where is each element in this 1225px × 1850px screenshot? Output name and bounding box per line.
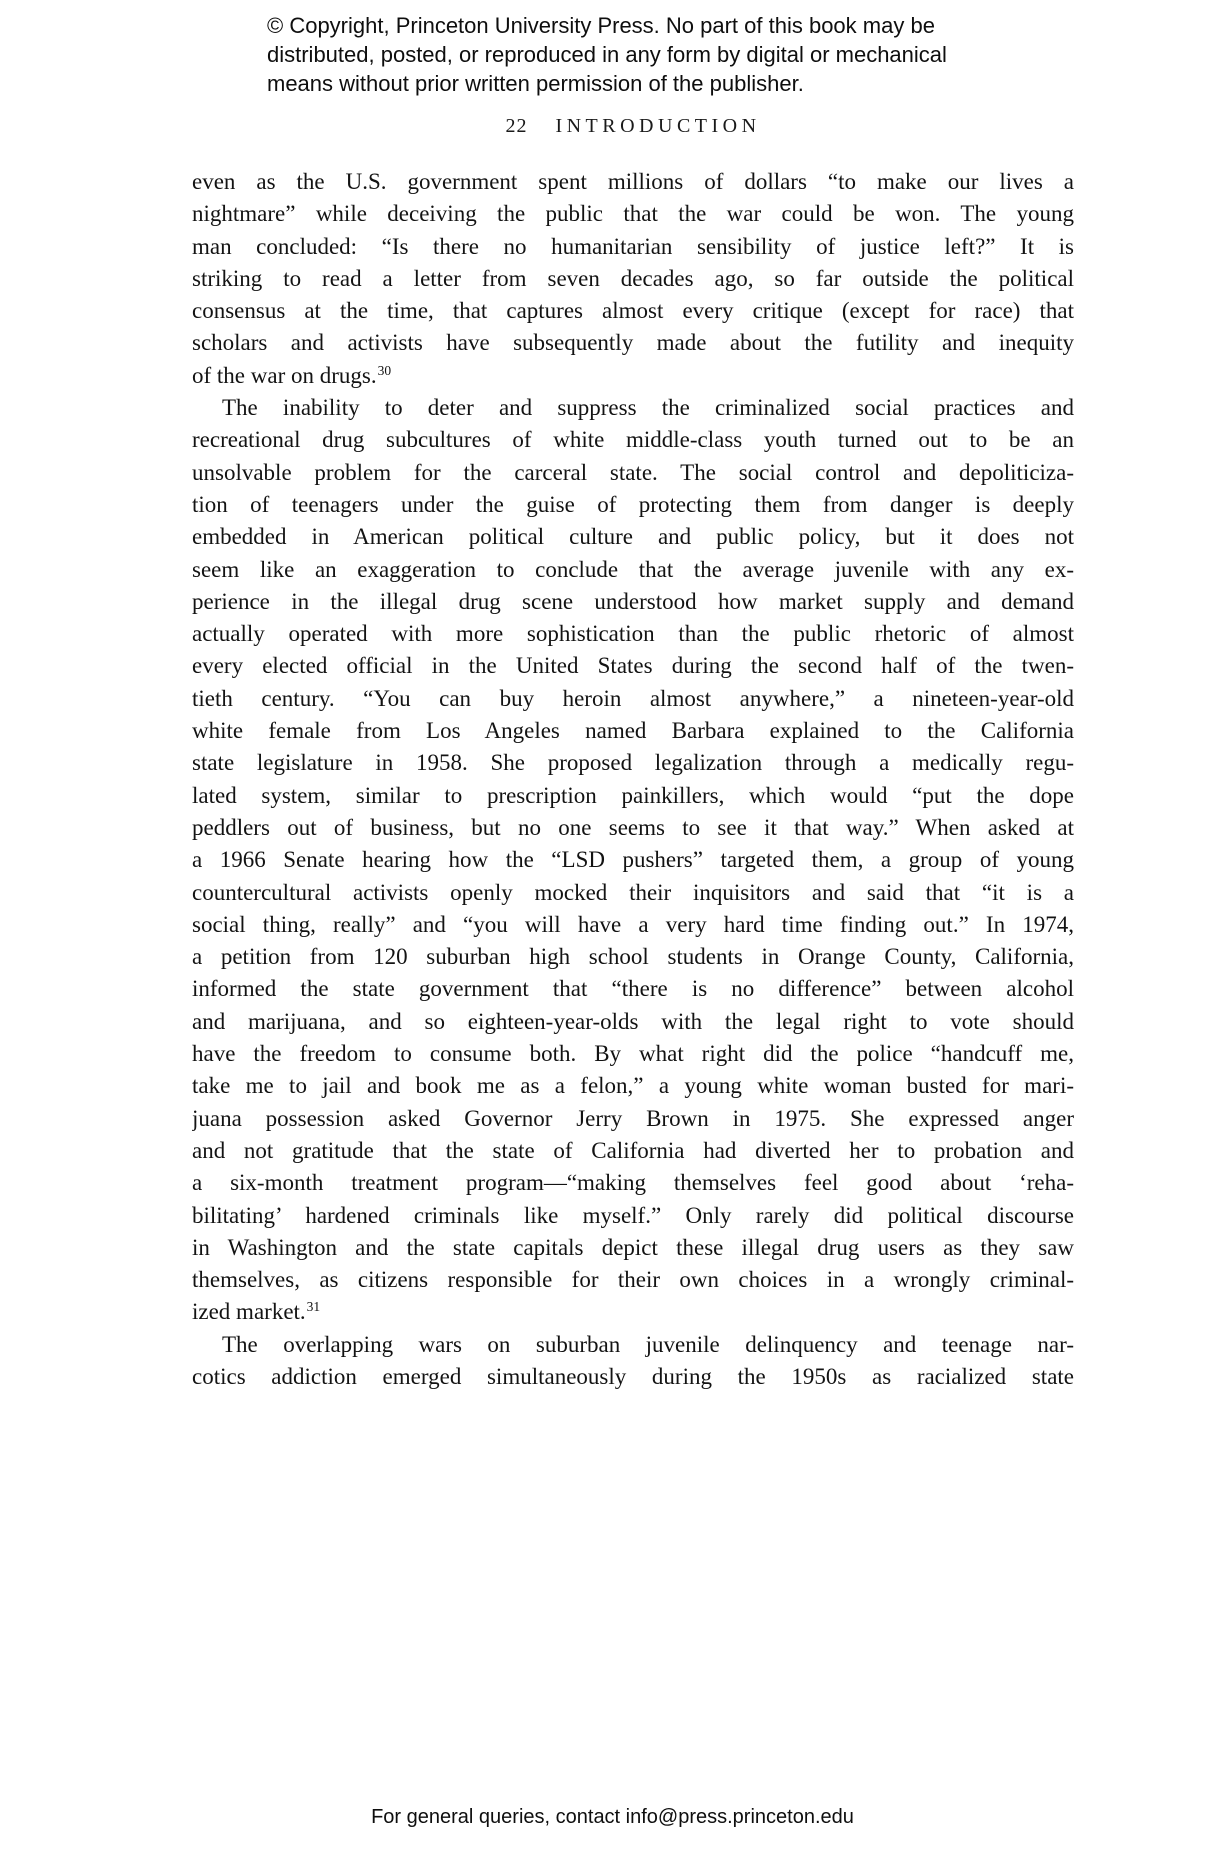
running-head-title: INTRODUCTION — [555, 115, 761, 137]
body-line-text: consensus at the time, that captures almost every critique (except for race) that — [192, 298, 1074, 324]
body-line-text: and not gratitude that the state of California had diverted her to probation and — [192, 1137, 1074, 1163]
copyright-line: © Copyright, Princeton University Press. No part of this book may be — [267, 13, 935, 38]
body-line-text: perience in the illegal drug scene understood how market supply and demand — [192, 588, 1074, 614]
body-line-text: social thing, really” and “you will have a very hard time finding out.” In 1974, — [192, 911, 1074, 937]
body-line-text: have the freedom to consume both. By what right did the police “handcuff me, — [192, 1041, 1074, 1067]
running-head — [192, 114, 1074, 138]
body-line — [192, 1361, 1074, 1393]
body-line — [192, 844, 1074, 876]
body-line-text: lated system, similar to prescription painkillers, which would “put the dope — [192, 782, 1074, 808]
body-line — [192, 1200, 1074, 1232]
body-line — [192, 392, 1074, 424]
body-line — [192, 521, 1074, 553]
body-line-text: striking to read a letter from seven decades ago, so far outside the political — [192, 265, 1074, 291]
endnote-reference: 30 — [377, 362, 392, 378]
body-line — [192, 1103, 1074, 1135]
copyright-line: means without prior written permission of the publisher. — [267, 71, 804, 96]
body-line-text: themselves, as citizens responsible for their own choices in a wrongly criminal- — [192, 1267, 1074, 1293]
body-line — [192, 327, 1074, 359]
body-line-text: every elected official in the United States during the second half of the twen- — [192, 653, 1074, 679]
footer-contact-line: For general queries, contact info@press.princeton.edu — [371, 1806, 854, 1828]
body-line — [192, 812, 1074, 844]
body-line — [192, 166, 1074, 198]
body-line — [192, 1329, 1074, 1361]
body-line — [192, 457, 1074, 489]
body-line — [192, 360, 1074, 392]
copyright-notice — [267, 11, 987, 98]
body-line-text: white female from Los Angeles named Barbara explained to the California — [192, 718, 1074, 744]
body-line-text: nightmare” while deceiving the public that the war could be won. The young — [192, 201, 1074, 227]
body-line — [192, 1135, 1074, 1167]
body-line — [192, 424, 1074, 456]
body-line — [192, 198, 1074, 230]
body-line — [192, 231, 1074, 263]
body-line — [192, 683, 1074, 715]
body-line — [192, 1264, 1074, 1296]
body-line-text: scholars and activists have subsequently made about the futility and inequity — [192, 330, 1074, 356]
copyright-line: distributed, posted, or reproduced in any form by digital or mechanical — [267, 42, 947, 67]
body-line — [192, 554, 1074, 586]
body-line-text: recreational drug subcultures of white middle-class youth turned out to be an — [192, 427, 1074, 453]
body-line-text: man concluded: “Is there no humanitarian sensibility of justice left?” It is — [192, 233, 1074, 259]
body-line-text: ized market. — [192, 1299, 306, 1325]
body-line — [192, 1296, 1074, 1328]
body-line — [192, 586, 1074, 618]
body-line — [192, 489, 1074, 521]
body-line-text: even as the U.S. government spent millions of dollars “to make our lives a — [192, 169, 1074, 194]
body-line — [192, 715, 1074, 747]
body-line-text: a 1966 Senate hearing how the “LSD pushers” targeted them, a group of young — [192, 847, 1074, 873]
endnote-reference: 31 — [306, 1299, 321, 1315]
body-line-text: of the war on drugs. — [192, 362, 377, 388]
body-line — [192, 1038, 1074, 1070]
body-line-text: bilitating’ hardened criminals like myself.” Only rarely did political discourse — [192, 1202, 1074, 1228]
paragraph — [192, 166, 1074, 392]
body-line-text: countercultural activists openly mocked their inquisitors and said that “it is a — [192, 879, 1074, 905]
body-line-text: tieth century. “You can buy heroin almost anywhere,” a nineteen-year-old — [192, 685, 1074, 711]
body-line — [192, 263, 1074, 295]
body-line — [192, 1006, 1074, 1038]
body-line — [192, 877, 1074, 909]
body-line-text: cotics addiction emerged simultaneously during the 1950s as racialized state — [192, 1363, 1074, 1389]
body-line-text: embedded in American political culture and public policy, but it does not — [192, 524, 1074, 550]
body-line-text: unsolvable problem for the carceral state. The social control and depoliticiza- — [192, 459, 1074, 485]
body-line — [192, 650, 1074, 682]
body-line — [192, 295, 1074, 327]
body-line — [192, 941, 1074, 973]
body-line — [192, 1070, 1074, 1102]
body-line-text: a six-month treatment program—“making themselves feel good about ‘reha- — [192, 1170, 1074, 1196]
body-line-text: actually operated with more sophistication than the public rhetoric of almost — [192, 621, 1074, 647]
body-line-text: peddlers out of business, but no one seems to see it that way.” When asked at — [192, 814, 1074, 840]
body-line-text: seem like an exaggeration to conclude that the average juvenile with any ex- — [192, 556, 1074, 582]
body-line-text: tion of teenagers under the guise of protecting them from danger is deeply — [192, 491, 1074, 517]
body-line — [192, 1167, 1074, 1199]
body-line — [192, 973, 1074, 1005]
body-line-text: informed the state government that “there is no difference” between alcohol — [192, 976, 1074, 1002]
body-line — [192, 747, 1074, 779]
body-line — [192, 1232, 1074, 1264]
body-text — [192, 166, 1074, 1393]
body-line — [192, 618, 1074, 650]
body-line-text: The inability to deter and suppress the criminalized social practices and — [222, 395, 1074, 421]
paragraph — [192, 1329, 1074, 1394]
paragraph — [192, 392, 1074, 1329]
body-line-text: and marijuana, and so eighteen-year-olds with the legal right to vote should — [192, 1008, 1074, 1034]
body-line-text: juana possession asked Governor Jerry Brown in 1975. She expressed anger — [192, 1105, 1074, 1131]
body-line-text: a petition from 120 suburban high school students in Orange County, California, — [192, 944, 1074, 970]
page-number: 22 — [505, 115, 528, 137]
body-line-text: state legislature in 1958. She proposed legalization through a medically regu- — [192, 750, 1074, 776]
body-line-text: in Washington and the state capitals depict these illegal drug users as they saw — [192, 1234, 1074, 1260]
body-line-text: The overlapping wars on suburban juvenile delinquency and teenage nar- — [222, 1331, 1074, 1357]
body-line — [192, 909, 1074, 941]
body-line-text: take me to jail and book me as a felon,” a young white woman busted for mari- — [192, 1073, 1074, 1099]
body-line — [192, 780, 1074, 812]
